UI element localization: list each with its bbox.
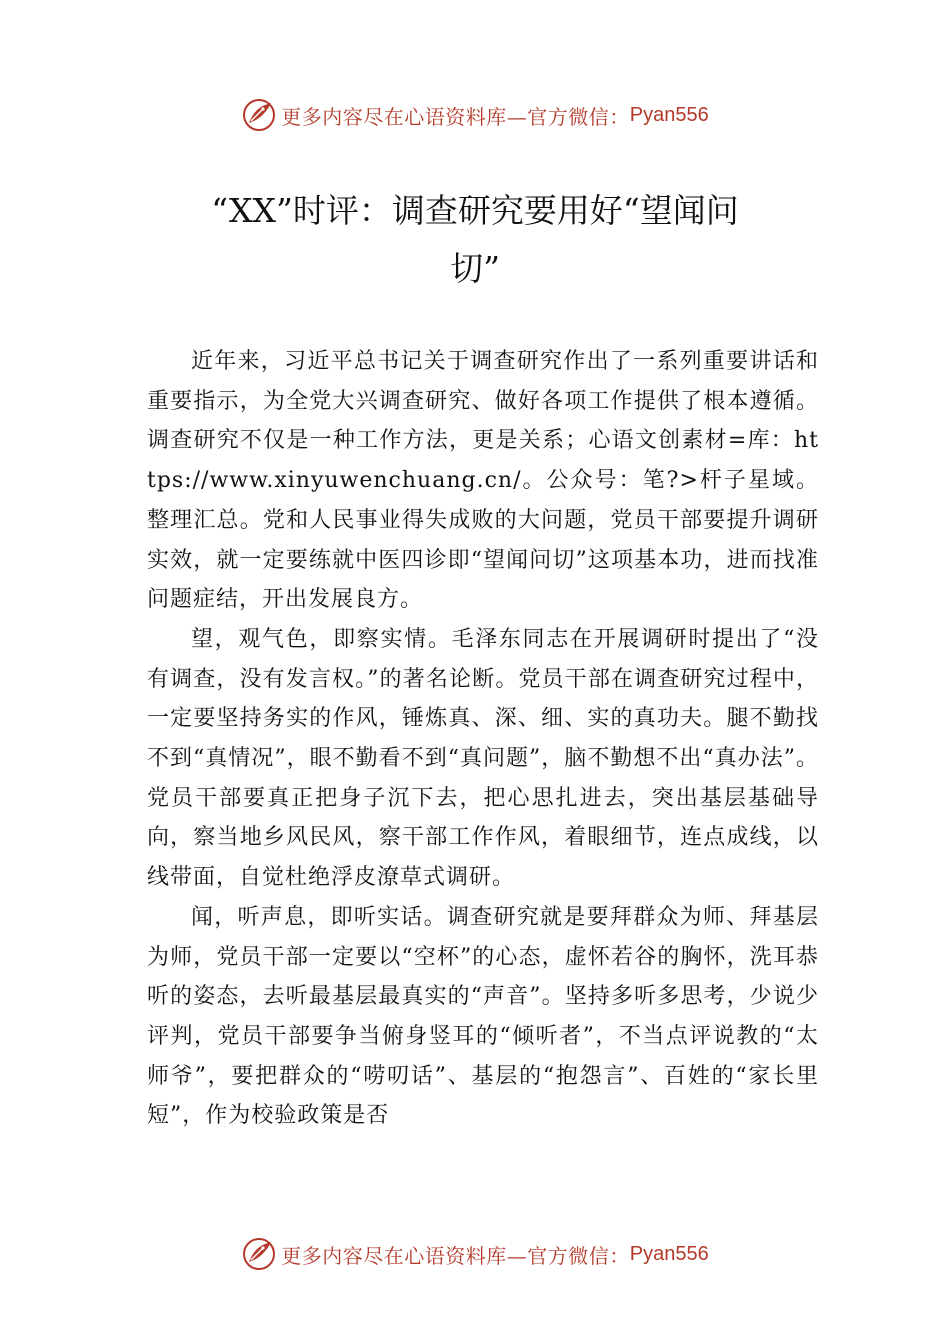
header-banner-content xyxy=(241,97,708,133)
footer-banner-text: 更多内容尽在心语资料库—官方微信： xyxy=(281,1243,630,1268)
header-banner xyxy=(0,90,950,140)
title-line-2: 切” xyxy=(450,249,500,288)
footer-banner xyxy=(0,1229,950,1279)
paragraph-wen: 闻，听声息，即听实话。调查研究就是要拜群众为师、拜基层为师，党员干部一定要以“空杯”的心态，虚怀若谷的胸怀，洗耳恭听的姿态，去听最基层最真实的“声音”。坚持多听多思考，少说少评判，党员干部要争当俯身竖耳的“倾听者”，不当点评说教的“太师爷”，要把群众的“唠叨话”、基层的“抱怨言”、百姓的“家长里短”，作为校验政策是否 xyxy=(147,904,819,1129)
title-line-1: “XX”时评：调查研究要用好“望闻问 xyxy=(211,191,739,230)
document-body xyxy=(147,342,819,1136)
pen-nib-logo-icon xyxy=(241,97,277,133)
header-wechat-id: Pyan556 xyxy=(629,103,709,126)
document-title xyxy=(150,182,800,298)
pen-nib-logo-icon xyxy=(241,1236,277,1272)
paragraph-intro: 近年来，习近平总书记关于调查研究作出了一系列重要讲话和重要指示，为全党大兴调查研究、做好各项工作提供了根本遵循。调查研究不仅是一种工作方法，更是关系；心语文创素材=库：https://www.xinyuwenchuang.cn/。公众号：笔?>杆子星域。整理汇总。党和人民事业得失成败的大问题，党员干部要提升调研实效，就一定要练就中医四诊即“望闻问切”这项基本功，进而找准问题症结，开出发展良方。 xyxy=(147,349,819,613)
footer-banner-content xyxy=(241,1236,708,1272)
paragraph-wang: 望，观气色，即察实情。毛泽东同志在开展调研时提出了“没有调查，没有发言权。”的著名论断。党员干部在调查研究过程中，一定要坚持务实的作风，锤炼真、深、细、实的真功夫。腿不勤找不到“真情况”，眼不勤看不到“真问题”，脑不勤想不出“真办法”。党员干部要真正把身子沉下去，把心思扎进去，突出基层基础导向，察当地乡风民风，察干部工作作风，着眼细节，连点成线，以线带面，自觉杜绝浮皮潦草式调研。 xyxy=(147,626,819,891)
header-banner-text: 更多内容尽在心语资料库—官方微信： xyxy=(281,104,630,129)
footer-wechat-id: Pyan556 xyxy=(629,1242,709,1265)
